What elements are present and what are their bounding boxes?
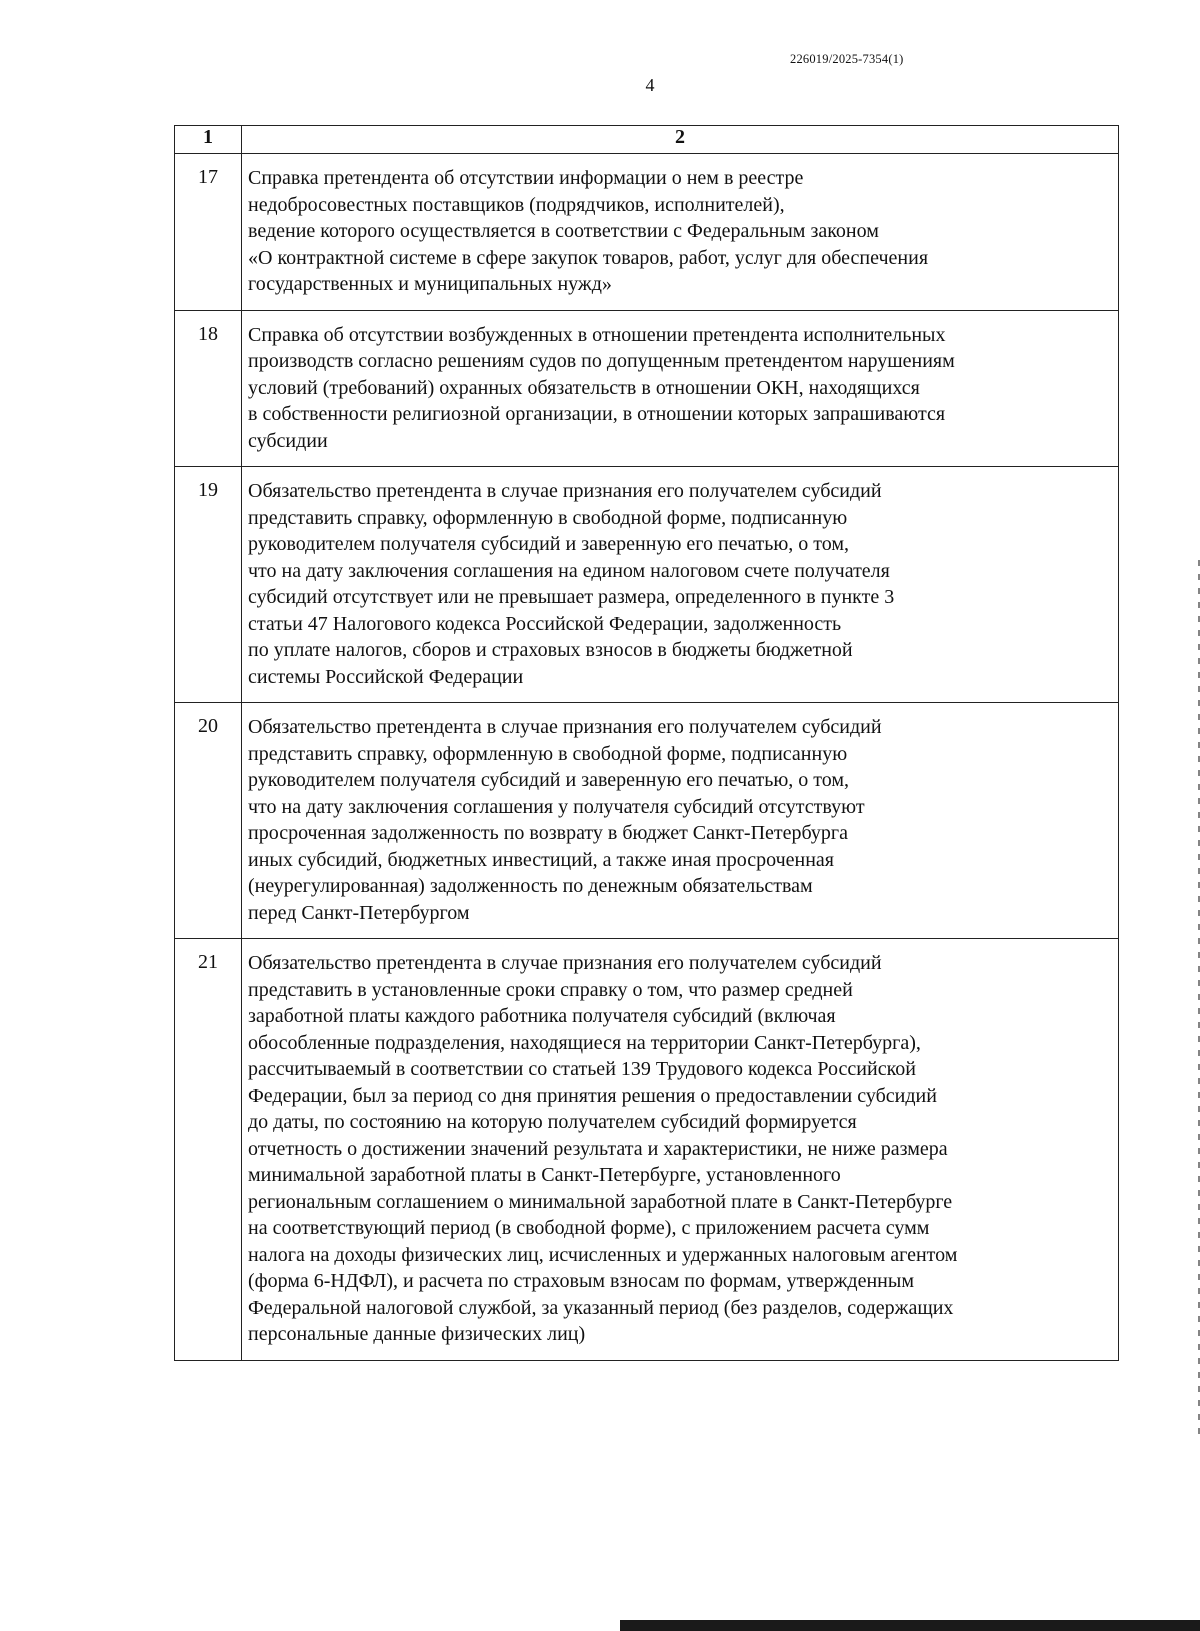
- description-line: представить в установленные сроки справку о том, что размер средней: [248, 978, 853, 1001]
- description-line: недобросовестных поставщиков (подрядчиков, исполнителей),: [248, 193, 785, 216]
- table-row: [175, 310, 1119, 467]
- description-line: производств согласно решениям судов по допущенным претендентом нарушениям: [248, 350, 955, 372]
- table-row: [175, 703, 1119, 939]
- description-line: (форма 6-НДФЛ), и расчета по страховым взносам по формам, утвержденным: [248, 1270, 914, 1292]
- description-line: Справка об отсутствии возбужденных в отношении претендента исполнительных: [248, 323, 946, 346]
- description-line: в собственности религиозной организации, в отношении которых запрашиваются: [248, 403, 946, 425]
- description-line: представить справку, оформленную в свободной форме, подписанную: [248, 506, 848, 529]
- description-line: что на дату заключения соглашения у получателя субсидий отсутствуют: [248, 795, 865, 818]
- row-number: 20: [175, 703, 242, 939]
- description-line: «О контрактной системе в сфере закупок товаров, работ, услуг для обеспечения: [248, 246, 929, 269]
- description-line: до даты, по состоянию на которую получателем субсидий формируется: [248, 1111, 857, 1133]
- description-line: заработной платы каждого работника получателя субсидий (включая: [248, 1005, 836, 1027]
- description-line: по уплате налогов, сборов и страховых взносов в бюджеты бюджетной: [248, 639, 853, 661]
- description-line: Федеральной налоговой службой, за указанный период (без разделов, содержащих: [248, 1296, 954, 1319]
- description-line: представить справку, оформленную в свободной форме, подписанную: [248, 742, 848, 765]
- page-number: 4: [645, 75, 655, 95]
- description-line: Справка претендента об отсутствии информации о нем в реестре: [248, 167, 804, 189]
- description-line: субсидии: [248, 429, 328, 452]
- row-description: [242, 939, 1119, 1361]
- description-line: отчетность о достижении значений результата и характеристики, не ниже размера: [248, 1137, 948, 1160]
- description-line: минимальной заработной платы в Санкт-Петербурге, установленного: [248, 1164, 841, 1186]
- description-line: обособленные подразделения, находящиеся на территории Санкт-Петербурга),: [248, 1031, 921, 1054]
- description-line: ведение которого осуществляется в соответствии с Федеральным законом: [248, 220, 879, 242]
- row-number: 17: [175, 154, 242, 311]
- row-description: [242, 467, 1119, 703]
- description-line: Обязательство претендента в случае признания его получателем субсидий: [248, 480, 882, 502]
- table-row: [175, 939, 1119, 1361]
- description-line: рассчитываемый в соответствии со статьей 139 Трудового кодекса Российской: [248, 1058, 916, 1080]
- description-line: перед Санкт-Петербургом: [248, 901, 470, 924]
- description-line: персональные данные физических лиц): [248, 1323, 586, 1345]
- description-line: Обязательство претендента в случае признания его получателем субсидий: [248, 952, 882, 974]
- description-line: (неурегулированная) задолженность по денежным обязательствам: [248, 875, 813, 897]
- description-line: условий (требований) охранных обязательств в отношении ОКН, находящихся: [248, 376, 920, 399]
- description-line: на соответствующий период (в свободной форме), с приложением расчета сумм: [248, 1217, 930, 1239]
- table-row: [175, 154, 1119, 311]
- description-line: государственных и муниципальных нужд»: [248, 273, 612, 295]
- description-line: налога на доходы физических лиц, исчисленных и удержанных налоговым агентом: [248, 1243, 958, 1266]
- description-line: субсидий отсутствует или не превышает размера, определенного в пункте 3: [248, 586, 895, 608]
- description-line: что на дату заключения соглашения на едином налоговом счете получателя: [248, 559, 890, 582]
- description-line: Обязательство претендента в случае признания его получателем субсидий: [248, 716, 882, 738]
- row-number: 21: [175, 939, 242, 1361]
- table-header-row: [175, 126, 1119, 154]
- description-line: системы Российской Федерации: [248, 665, 524, 688]
- row-number: 18: [175, 310, 242, 467]
- row-number: 19: [175, 467, 242, 703]
- description-line: руководителем получателя субсидий и заверенную его печатью, о том,: [248, 769, 850, 791]
- table-row: [175, 467, 1119, 703]
- description-line: региональным соглашением о минимальной заработной плате в Санкт-Петербурге: [248, 1190, 953, 1213]
- description-line: статьи 47 Налогового кодекса Российской Федерации, задолженность: [248, 612, 842, 635]
- row-description: [242, 310, 1119, 467]
- scan-bottom-edge: [620, 1620, 1200, 1631]
- row-description: [242, 703, 1119, 939]
- documents-table: [174, 125, 1119, 1361]
- description-line: иных субсидий, бюджетных инвестиций, а также иная просроченная: [248, 848, 835, 871]
- row-description: [242, 154, 1119, 311]
- column-header-description: 2: [242, 126, 1119, 154]
- document-reference-number: 226019/2025-7354(1): [790, 52, 904, 66]
- description-line: руководителем получателя субсидий и заверенную его печатью, о том,: [248, 533, 850, 555]
- description-line: Федерации, был за период со дня принятия решения о предоставлении субсидий: [248, 1084, 937, 1107]
- description-line: просроченная задолженность по возврату в бюджет Санкт-Петербурга: [248, 822, 849, 844]
- column-header-number: 1: [175, 126, 242, 154]
